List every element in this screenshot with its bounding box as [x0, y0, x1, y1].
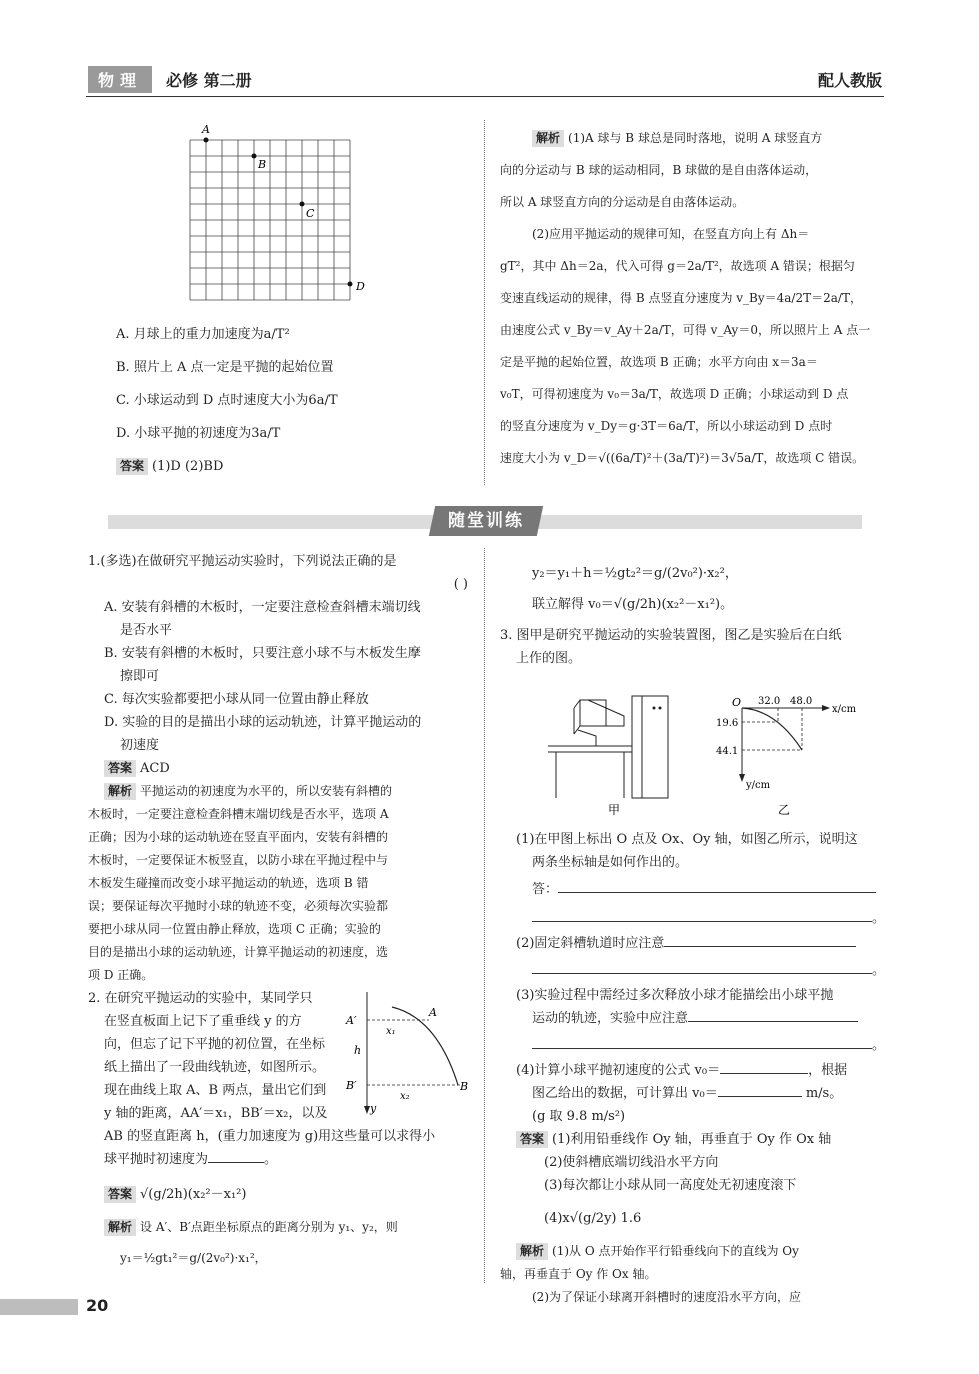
q3-exp-line: (1)从 O 点开始作平行铅垂线向下的直线为 Oy [552, 1244, 799, 1258]
q2-blank[interactable] [208, 1148, 264, 1163]
exp-line: 由速度公式 v_By＝v_Ay＋2a/T，可得 v_Ay＝0，所以照片上 A 点一 [500, 323, 871, 337]
column-divider-bottom [484, 548, 485, 1283]
apparatus-figure [540, 686, 680, 820]
q3-sub3: 运动的轨迹，实验中应注意 [532, 1011, 689, 1026]
column-divider-top [484, 120, 485, 485]
q3-answer-tag: 答案 [516, 1131, 548, 1148]
q2-stem: 向，但忘了记下平抛的初位置，在坐标 [104, 1037, 326, 1052]
q1-option-a: A. 安装有斜槽的木板时，一定要注意检查斜槽末端切线 [104, 600, 421, 615]
q3-answer: (1)利用铅垂线作 Oy 轴，再垂直于 Oy 作 Ox 轴 [552, 1132, 832, 1147]
page-number-bar [0, 1299, 78, 1315]
q3-sub4-unit: m/s。 [805, 1086, 843, 1101]
q1-exp-line: 木板时，一定要保证木板竖直，以防小球在平抛过程中与 [88, 853, 389, 867]
q2-answer: √(g/2h)(x₂²－x₁²) [140, 1187, 247, 1202]
top-explanation [500, 122, 886, 474]
q3-stem: 上作的图。 [516, 651, 582, 666]
q3-sub1: (1)在甲图上标出 O 点及 Ox、Oy 轴，如图乙所示，说明这 [516, 832, 858, 847]
q1-option-b: B. 安装有斜槽的木板时，只要注意小球不与木板发生摩 [104, 646, 421, 661]
right-column-bottom [500, 562, 886, 670]
q1-answer-tag: 答案 [104, 760, 136, 777]
exp-line: 定是平抛的起始位置，故选项 B 正确；水平方向由 x＝3a＝ [500, 355, 818, 369]
q3-sub4-formula-blank[interactable] [720, 1059, 808, 1074]
option-c: C. 小球运动到 D 点时速度大小为6a/T [116, 393, 338, 408]
q1-exp-line: 木板发生碰撞而改变小球平抛运动的轨迹，选项 B 错 [88, 876, 369, 890]
q3-explanation-tag: 解析 [516, 1243, 548, 1260]
label-a: A [202, 123, 210, 136]
q2-exp-line: 设 A′、B′点距坐标原点的距离分别为 y₁、y₂，则 [140, 1220, 398, 1234]
q2-explanation-tag: 解析 [104, 1219, 136, 1236]
q2-answer-tag: 答案 [104, 1186, 136, 1203]
edition-label: 配人教版 [817, 71, 882, 90]
q1-answer: ACD [140, 761, 170, 776]
q3-sub3-blank[interactable] [688, 1007, 858, 1022]
q1-option-c: C. 每次实验都要把小球从同一位置由静止释放 [104, 692, 369, 707]
graph-x-tick: 48.0 [790, 696, 813, 707]
point-b [252, 154, 257, 159]
point-d [348, 282, 353, 287]
label-d: D [356, 280, 365, 293]
page-header [86, 62, 884, 97]
exp-line: 的竖直分速度为 v_Dy＝g·3T＝6a/T，所以小球运动到 D 点时 [500, 419, 833, 433]
q3-sub4-value-blank[interactable] [718, 1082, 802, 1097]
exp-line: 所以 A 球竖直方向的分运动是自由落体运动。 [500, 195, 745, 209]
exp-line: gT²，其中 Δh＝2a，代入可得 g＝2a/T²，故选项 A 错误；根据匀 [500, 259, 855, 273]
q3-sub4: 图乙给出的数据，可计算出 v₀＝ [532, 1086, 718, 1101]
graph-y-label: y/cm [746, 780, 771, 791]
q1-exp-line: 目的是描出小球的运动轨迹，计算平抛运动的初速度，选 [88, 945, 389, 959]
q2-stem: 现在曲线上取 A、B 两点，量出它们到 [104, 1083, 327, 1098]
q2-stem: AB 的竖直距离 h，(重力加速度为 g)用这些量可以求得小 [104, 1129, 436, 1144]
q3-sub2: (2)固定斜槽轨道时应注意 [516, 936, 665, 951]
fig-label-y: y [370, 1102, 377, 1115]
option-b: B. 照片上 A 点一定是平抛的起始位置 [116, 360, 334, 375]
exp-line: v₀T，可得初速度为 v₀＝3a/T，故选项 D 正确；小球运动到 D 点 [500, 387, 849, 401]
q1-stem: 1.(多选)在做研究平抛运动实验时，下列说法正确的是 [88, 554, 397, 569]
option-a: A. 月球上的重力加速度为a/T² [116, 327, 290, 342]
exp-line: 向的分运动与 B 球的运动相同，B 球做的是自由落体运动， [500, 163, 818, 177]
fig-label-a-prime: A′ [346, 1014, 357, 1027]
q2-stem: 纸上描出了一段曲线轨迹，如图所示。 [104, 1060, 326, 1075]
q3-sub3: (3)实验过程中需经过多次释放小球才能描绘出小球平抛 [516, 988, 834, 1003]
q3-sub1: 两条坐标轴是如何作出的。 [532, 855, 689, 870]
q3-answer: (3)每次都让小球从同一高度处无初速度滚下 [544, 1178, 797, 1193]
q2-stem: y 轴的距离，AA′＝x₁，BB′＝x₂，以及 [104, 1106, 328, 1121]
q3-sub1-blank[interactable] [558, 878, 876, 893]
exp-line: (1)A 球与 B 球总是同时落地，说明 A 球竖直方 [568, 131, 823, 145]
q3-exp-line: (2)为了保证小球离开斜槽时的速度沿水平方向，应 [532, 1290, 801, 1304]
q1-exp-line: 要把小球从同一位置由静止释放，选项 C 正确；实验的 [88, 922, 381, 936]
figure-label-jia: 甲 [608, 803, 621, 817]
q3-sub1-blank-2[interactable] [532, 907, 872, 922]
fig-label-x1: x₁ [386, 1026, 396, 1037]
q3-sub4: (g 取 9.8 m/s²) [532, 1109, 626, 1124]
q1-explanation-tag: 解析 [104, 783, 136, 800]
grid-figure [180, 120, 380, 310]
q1-option-a-cont: 是否水平 [120, 623, 173, 638]
q2-stem: 在竖直板面上记下了重垂线 y 的方 [104, 1014, 302, 1029]
q3-sub4: (4)计算小球平抛初速度的公式 v₀＝ [516, 1063, 721, 1078]
q1-exp-line: 误；要保证每次平抛时小球的轨迹不变，必须每次实验都 [88, 899, 389, 913]
q1-option-d: D. 实验的目的是描出小球的运动轨迹，计算平抛运动的 [104, 715, 422, 730]
q2-eq3: 联立解得 v₀＝√(g/2h)(x₂²－x₁²)。 [532, 597, 734, 612]
q3-exp-line: 轴，再垂直于 Oy 作 Ox 轴。 [500, 1267, 657, 1281]
explanation-tag: 解析 [532, 130, 564, 147]
exp-line: (2)应用平抛运动的规律可知，在竖直方向上有 Δh＝ [532, 227, 810, 241]
q1-exp-line: 木板时，一定要注意检查斜槽末端切线是否水平，选项 A [88, 807, 389, 821]
label-b: B [258, 158, 267, 171]
graph-y-tick: 19.6 [716, 718, 739, 729]
q2-eq1: y₁＝½gt₁²＝g/(2v₀²)·x₁²， [120, 1251, 267, 1265]
q3-subquestions: (1)在甲图上标出 O 点及 Ox、Oy 轴，如图乙所示，说明这 两条坐标轴是如何作出的。 答： 。 (2)固定斜槽轨道时应注意 。 (3)实验过程中需经过多次释放小球才能描绘出小球平抛 运动的轨迹，实验中应注意 。 (4)计算小球平抛初速度的公式 v₀＝ ，根据 图乙给出的数据，可计算出 v₀＝ m/s。 (g 取 9.8 m/s²) 答案 (1)利用铅垂线作 Oy 轴，再垂直于 Oy 作 Ox 轴 (2)使斜槽底端切线沿水平方向 (3)每次都让小球从同一高度处无初速度滚下 (4)x√(g/2y) 1.6 解析 (1)从 O 点开始作平行铅垂线向下的直线为 Oy 轴，再垂直于 Oy 作 Ox 轴。 (2)为了保证小球离开斜槽时的速度沿水平方向，应 [500, 828, 886, 1309]
point-c [300, 202, 305, 207]
top-question-options [116, 318, 476, 483]
q2-trajectory-figure [342, 990, 480, 1116]
q1-option-d-cont: 初速度 [120, 738, 160, 753]
subject-label: 物理 [88, 66, 152, 93]
q1-exp-line: 平抛运动的初速度为水平的，所以安装有斜槽的 [140, 784, 393, 798]
fig-label-h: h [354, 1044, 362, 1057]
section-banner: 随堂训练 [429, 506, 543, 536]
exp-line: 速度大小为 v_D＝√((6a/T)²＋(3a/T)²)＝3√5a/T，故选项 C 错误。 [500, 451, 865, 465]
page-number: 20 [86, 1296, 109, 1315]
question-2: 2. 在研究平抛运动的实验中，某同学只 在竖直板面上记下了重垂线 y 的方 向，但忘了记下平抛的初位置，在坐标 纸上描出了一段曲线轨迹，如图所示。 现在曲线上取 A、B 两点，量出它们到 y 轴的距离，AA′＝x₁，BB′＝x₂，以及 AB 的竖直距离 h，(重力加速度为 g)用这些量可以求得小 球平抛时初速度为 。 答案 √(g/2h)(x₂²－x₁²) 解析 设 A′、B′点距坐标原点的距离分别为 y₁、y₂，则 y₁＝½gt₁²＝g/(2v₀²)·x₁²， [88, 987, 480, 1270]
trajectory-graph [706, 692, 886, 820]
course-label: 必修 第二册 [166, 71, 252, 90]
answer-tag: 答案 [116, 458, 148, 475]
figure-label-yi: 乙 [778, 803, 791, 817]
point-a [204, 138, 209, 143]
fig-label-x2: x₂ [400, 1091, 410, 1102]
option-d: D. 小球平抛的初速度为3a/T [116, 426, 281, 441]
answer-text: (1)D (2)BD [152, 459, 224, 474]
q1-exp-line: 项 D 正确。 [88, 968, 154, 982]
label-c: C [306, 207, 315, 220]
fig-label-a: A [429, 1006, 437, 1019]
graph-origin: O [732, 696, 742, 709]
fig-label-b: B [460, 1080, 469, 1093]
q3-stem: 3. 图甲是研究平抛运动的实验装置图，图乙是实验后在白纸 [500, 628, 842, 643]
graph-x-tick: 32.0 [758, 696, 781, 707]
fig-label-b-prime: B′ [346, 1079, 357, 1092]
q1-exp-line: 正确；因为小球的运动轨迹在竖直平面内，安装有斜槽的 [88, 830, 389, 844]
exp-line: 变速直线运动的规律，得 B 点竖直分速度为 v_By＝4a/2T＝2a/T， [500, 291, 862, 305]
q2-eq2: y₂＝y₁＋h＝½gt₂²＝g/(2v₀²)·x₂²， [532, 566, 738, 581]
q3-sub2-blank-2[interactable] [532, 959, 872, 974]
q3-answer: (4)x√(g/2y) 1.6 [544, 1211, 642, 1226]
q1-option-b-cont: 擦即可 [120, 669, 160, 684]
q3-sub4: ，根据 [808, 1063, 848, 1078]
graph-x-label: x/cm [832, 704, 857, 715]
q2-stem: 2. 在研究平抛运动的实验中，某同学只 [88, 991, 313, 1006]
question-1 [88, 550, 480, 987]
q3-sub3-blank-2[interactable] [532, 1034, 872, 1049]
graph-y-tick: 44.1 [716, 746, 739, 757]
q3-answer-prefix: 答： [532, 882, 559, 897]
q3-answer: (2)使斜槽底端切线沿水平方向 [544, 1155, 719, 1170]
q2-stem: 球平抛时初速度为 [104, 1152, 209, 1167]
q1-paren: ( ) [453, 577, 468, 592]
q3-sub2-blank[interactable] [664, 932, 856, 947]
